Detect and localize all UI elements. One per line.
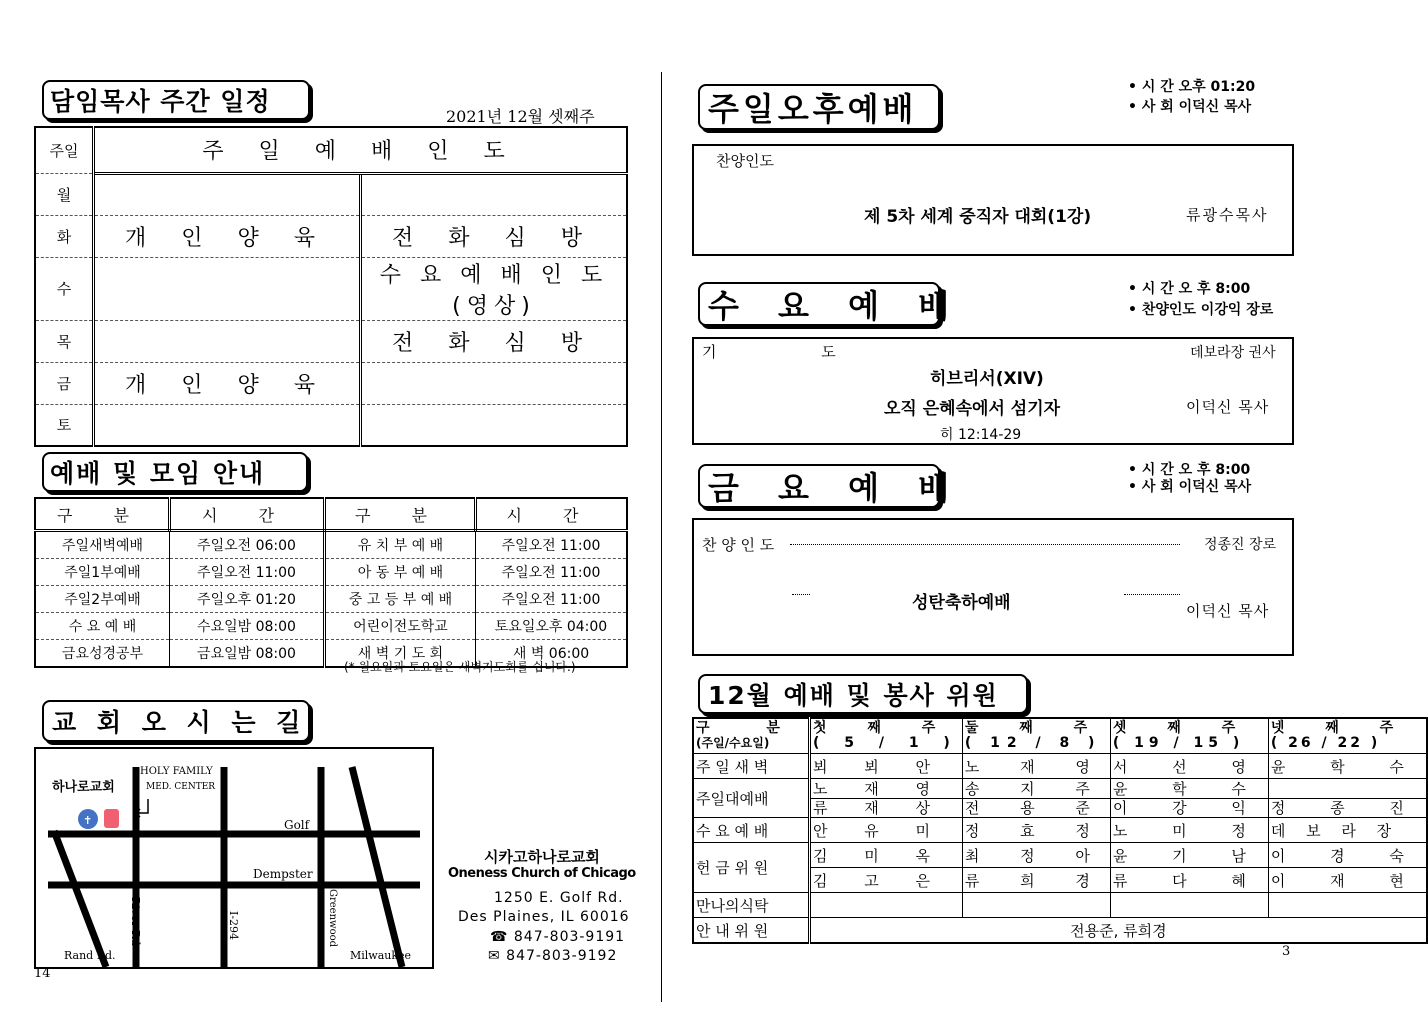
map-rand-label: Rand Rd. bbox=[64, 949, 116, 962]
roster-cell: 최 정 아 bbox=[962, 843, 1110, 868]
roster-cell: 정 효 정 bbox=[962, 818, 1110, 843]
roster-cell: 데 보 라 장 bbox=[1268, 818, 1427, 843]
sermon-title: 오직 은혜속에서 섬기자 bbox=[884, 399, 1061, 419]
schedule-cell: 개 인 양 육 bbox=[94, 362, 361, 404]
roster-label: 주일대예배 bbox=[693, 779, 809, 818]
roster-header bbox=[693, 718, 809, 754]
roster-label: 만나의식탁 bbox=[693, 893, 809, 918]
page-divider bbox=[661, 72, 662, 1002]
roster-cell: 이 강 익 bbox=[1110, 799, 1268, 818]
table-cell: 수 요 예 배 bbox=[35, 613, 170, 640]
roster-cell bbox=[1268, 779, 1427, 799]
church-phone: ☎ 847-803-9191 bbox=[490, 929, 626, 945]
table-cell: 아 동 부 예 배 bbox=[325, 559, 476, 586]
table-cell: 유 치 부 예 배 bbox=[325, 531, 476, 559]
week-dates: ( 12 / 8 ) bbox=[964, 735, 1102, 751]
sunday-text: 주 일 예 배 인 도 bbox=[94, 127, 628, 173]
day-label: 금 bbox=[35, 362, 94, 404]
map-greenwood-label: Greenwood bbox=[327, 889, 338, 948]
schedule-cell bbox=[361, 173, 628, 215]
church-name-ko: 시카고하나로교회 bbox=[484, 848, 600, 866]
meetings-note: (* 월요일과 토요일은 새벽기도회를 쉽니다.) bbox=[344, 660, 576, 674]
preacher: 이덕신 목사 bbox=[1186, 602, 1270, 620]
table-row bbox=[693, 893, 1427, 918]
table-cell: 수요일밤 08:00 bbox=[170, 613, 325, 640]
roster-cell: 안 유 미 bbox=[809, 818, 962, 843]
roster-cell: 이 재 현 bbox=[1268, 868, 1427, 893]
leader-label: 찬양인도 bbox=[716, 152, 774, 170]
col-header: 구 분 bbox=[325, 498, 476, 531]
table-cell: 주일2부예배 bbox=[35, 586, 170, 613]
roster-cell: 윤 기 남 bbox=[1110, 843, 1268, 868]
friday-title: 금 요 예 배 bbox=[698, 464, 940, 508]
map-church-label: 하나로교회 bbox=[52, 780, 115, 795]
roster-cell: 뵈 뵈 안 bbox=[809, 754, 962, 779]
schedule-cell: 개 인 양 육 bbox=[94, 215, 361, 257]
table-cell: 금요일밤 08:00 bbox=[170, 640, 325, 668]
day-label: 토 bbox=[35, 404, 94, 446]
sunday-pm-box bbox=[692, 144, 1294, 256]
col-header: 시 간 bbox=[476, 498, 628, 531]
col-header: 구 분 bbox=[35, 498, 170, 531]
meetings-title: 예배 및 모임 안내 bbox=[42, 452, 308, 492]
table-cell: 금요성경공부 bbox=[35, 640, 170, 668]
table-row bbox=[35, 559, 627, 586]
schedule-cell: 수 요 예 배 인 도(영상) bbox=[361, 257, 628, 320]
roster-cell: 송 지 주 bbox=[962, 779, 1110, 799]
table-row bbox=[35, 613, 627, 640]
church-fax: ✉ 847-803-9192 bbox=[488, 948, 618, 964]
sermon-title: 성탄축하예배 bbox=[912, 593, 1011, 613]
week-dates: ( 19 / 15 ) bbox=[1112, 735, 1245, 751]
day-label: 주일 bbox=[35, 127, 94, 173]
roster-cell: 류 희 경 bbox=[962, 868, 1110, 893]
roster-cell bbox=[1268, 893, 1427, 918]
map-milwaukee-label: Milwaukee bbox=[350, 949, 412, 962]
roster-week-header bbox=[809, 718, 962, 754]
roster-table bbox=[692, 717, 1428, 944]
sermon-series: 히브리서(XIV) bbox=[930, 369, 1044, 389]
friday-host: • 사 회 이덕신 목사 bbox=[1128, 479, 1252, 495]
day-label: 월 bbox=[35, 173, 94, 215]
roster-cell: 노 재 영 bbox=[962, 754, 1110, 779]
schedule-cell bbox=[361, 404, 628, 446]
church-address: Des Plaines, IL 60016 bbox=[458, 909, 630, 925]
meetings-table bbox=[34, 497, 628, 668]
table-cell: 토요일오후 04:00 bbox=[476, 613, 628, 640]
table-row bbox=[693, 818, 1427, 843]
roster-cell: 이 경 숙 bbox=[1268, 843, 1427, 868]
day-label: 수 bbox=[35, 257, 94, 320]
schedule-cell bbox=[94, 404, 361, 446]
schedule-cell bbox=[94, 257, 361, 320]
roster-label: 주 일 새 벽 bbox=[693, 754, 809, 779]
roster-week-header bbox=[962, 718, 1110, 754]
schedule-cell bbox=[94, 320, 361, 362]
table-cell: 주일오후 01:20 bbox=[170, 586, 325, 613]
leader-name: 정종진 장로 bbox=[1204, 537, 1277, 553]
prayer-label: 기 도 bbox=[702, 343, 886, 361]
schedule-cell bbox=[361, 362, 628, 404]
table-row bbox=[693, 918, 1427, 944]
table-cell: 새 벽 기 도 회 bbox=[325, 640, 476, 668]
wednesday-title: 수 요 예 배 bbox=[698, 282, 940, 326]
roster-cell: 김 고 은 bbox=[809, 868, 962, 893]
wednesday-box bbox=[692, 337, 1294, 445]
table-cell: 주일오전 11:00 bbox=[476, 559, 628, 586]
leader-label: 찬 양 인 도 bbox=[702, 536, 775, 554]
roster-cell: 김 미 옥 bbox=[809, 843, 962, 868]
roster-cell: 서 선 영 bbox=[1110, 754, 1268, 779]
roster-cell bbox=[962, 893, 1110, 918]
schedule-cell: 전 화 심 방 bbox=[361, 320, 628, 362]
schedule-title: 담임목사 주간 일정 bbox=[42, 80, 310, 120]
preacher: 이덕신 목사 bbox=[1186, 398, 1270, 416]
page-number: 3 bbox=[1282, 944, 1291, 959]
schedule-cell: 전 화 심 방 bbox=[361, 215, 628, 257]
col-header: 시 간 bbox=[170, 498, 325, 531]
map-dempster-label: Dempster bbox=[253, 867, 313, 881]
roster-cell: 전용준, 류희경 bbox=[809, 918, 1426, 944]
directions-title: 교 회 오 시 는 길 bbox=[42, 700, 310, 742]
table-cell: 중 고 등 부 예 배 bbox=[325, 586, 476, 613]
roster-label: 헌 금 위 원 bbox=[693, 843, 809, 893]
schedule-date: 2021년 12월 셋째주 bbox=[446, 107, 595, 126]
sunday-pm-host: • 사 회 이덕신 목사 bbox=[1128, 99, 1252, 115]
roster-cell bbox=[809, 893, 962, 918]
svg-text:✝: ✝ bbox=[83, 814, 93, 827]
pastor-schedule-table bbox=[34, 126, 628, 447]
scripture: 히 12:14-29 bbox=[940, 427, 1022, 443]
church-address: 1250 E. Golf Rd. bbox=[494, 890, 624, 906]
schedule-cell bbox=[94, 173, 361, 215]
table-cell: 주일오전 06:00 bbox=[170, 531, 325, 559]
map-golf-label: Golf bbox=[284, 818, 310, 832]
roster-cell: 류 재 상 bbox=[809, 799, 962, 818]
roster-cell: 윤 학 수 bbox=[1268, 754, 1427, 779]
roster-week-header bbox=[1268, 718, 1427, 754]
table-cell: 주일오전 11:00 bbox=[476, 586, 628, 613]
map-i294-label: I-294 bbox=[227, 911, 240, 941]
sunday-pm-time: • 시 간 오후 01:20 bbox=[1128, 79, 1256, 95]
page-number: 14 bbox=[34, 966, 51, 981]
roster-header-sub: (주일/수요일) bbox=[696, 736, 770, 750]
dotted-leader bbox=[792, 594, 810, 595]
map-river-label: River Rd bbox=[129, 897, 142, 946]
table-cell: 주일1부예배 bbox=[35, 559, 170, 586]
roster-cell bbox=[1110, 893, 1268, 918]
roster-cell: 윤 학 수 bbox=[1110, 779, 1268, 799]
week-name: 첫 째 주 bbox=[812, 720, 954, 736]
roster-title: 12월 예배 및 봉사 위원 bbox=[698, 674, 1028, 714]
roster-header-label: 구 분 bbox=[696, 720, 806, 736]
table-row bbox=[693, 754, 1427, 779]
roster-label: 수 요 예 배 bbox=[693, 818, 809, 843]
church-name-en: Oneness Church of Chicago bbox=[448, 866, 636, 881]
roster-cell: 전 용 준 bbox=[962, 799, 1110, 818]
wednesday-leader: • 찬양인도 이강익 장로 bbox=[1128, 302, 1274, 318]
table-cell: 새 벽 06:00 bbox=[512, 646, 590, 662]
roster-week-header bbox=[1110, 718, 1268, 754]
roster-cell: 노 재 영 bbox=[809, 779, 962, 799]
week-dates: ( 5 / 1 ) bbox=[812, 735, 960, 751]
roster-cell: 류 다 혜 bbox=[1110, 868, 1268, 893]
map-hospital-label: HOLY FAMILY bbox=[140, 766, 213, 777]
table-cell: 주일새벽예배 bbox=[35, 531, 170, 559]
table-row bbox=[693, 843, 1427, 868]
wednesday-time: • 시 간 오 후 8:00 bbox=[1128, 281, 1251, 297]
week-name: 둘 째 주 bbox=[964, 720, 1106, 736]
roster-cell: 정 종 진 bbox=[1268, 799, 1427, 818]
table-cell: 주일오전 11:00 bbox=[170, 559, 325, 586]
prayer-name: 데보라장 권사 bbox=[1190, 345, 1276, 361]
day-label: 화 bbox=[35, 215, 94, 257]
dotted-leader bbox=[790, 544, 1180, 545]
friday-time: • 시 간 오 후 8:00 bbox=[1128, 462, 1251, 478]
friday-box bbox=[692, 518, 1294, 656]
table-row bbox=[35, 531, 627, 559]
sermon-title: 제 5차 세계 중직자 대회(1강) bbox=[864, 207, 1092, 227]
week-name: 셋 째 주 bbox=[1112, 720, 1254, 736]
roster-cell: 노 미 정 bbox=[1110, 818, 1268, 843]
table-cell: 주일오전 11:00 bbox=[476, 531, 628, 559]
week-dates: ( 26 / 22 ) bbox=[1270, 735, 1381, 751]
preacher: 류광수목사 bbox=[1186, 206, 1269, 224]
week-name: 넷 째 주 bbox=[1270, 720, 1412, 736]
map bbox=[34, 747, 434, 969]
roster-label: 안 내 위 원 bbox=[693, 918, 809, 944]
day-label: 목 bbox=[35, 320, 94, 362]
table-row bbox=[35, 586, 627, 613]
dotted-leader bbox=[1124, 594, 1180, 595]
table-cell: 어린이전도학교 bbox=[325, 613, 476, 640]
sunday-pm-title: 주일오후예배 bbox=[698, 84, 940, 130]
table-row bbox=[693, 779, 1427, 799]
map-hospital-label: MED. CENTER bbox=[146, 782, 216, 792]
